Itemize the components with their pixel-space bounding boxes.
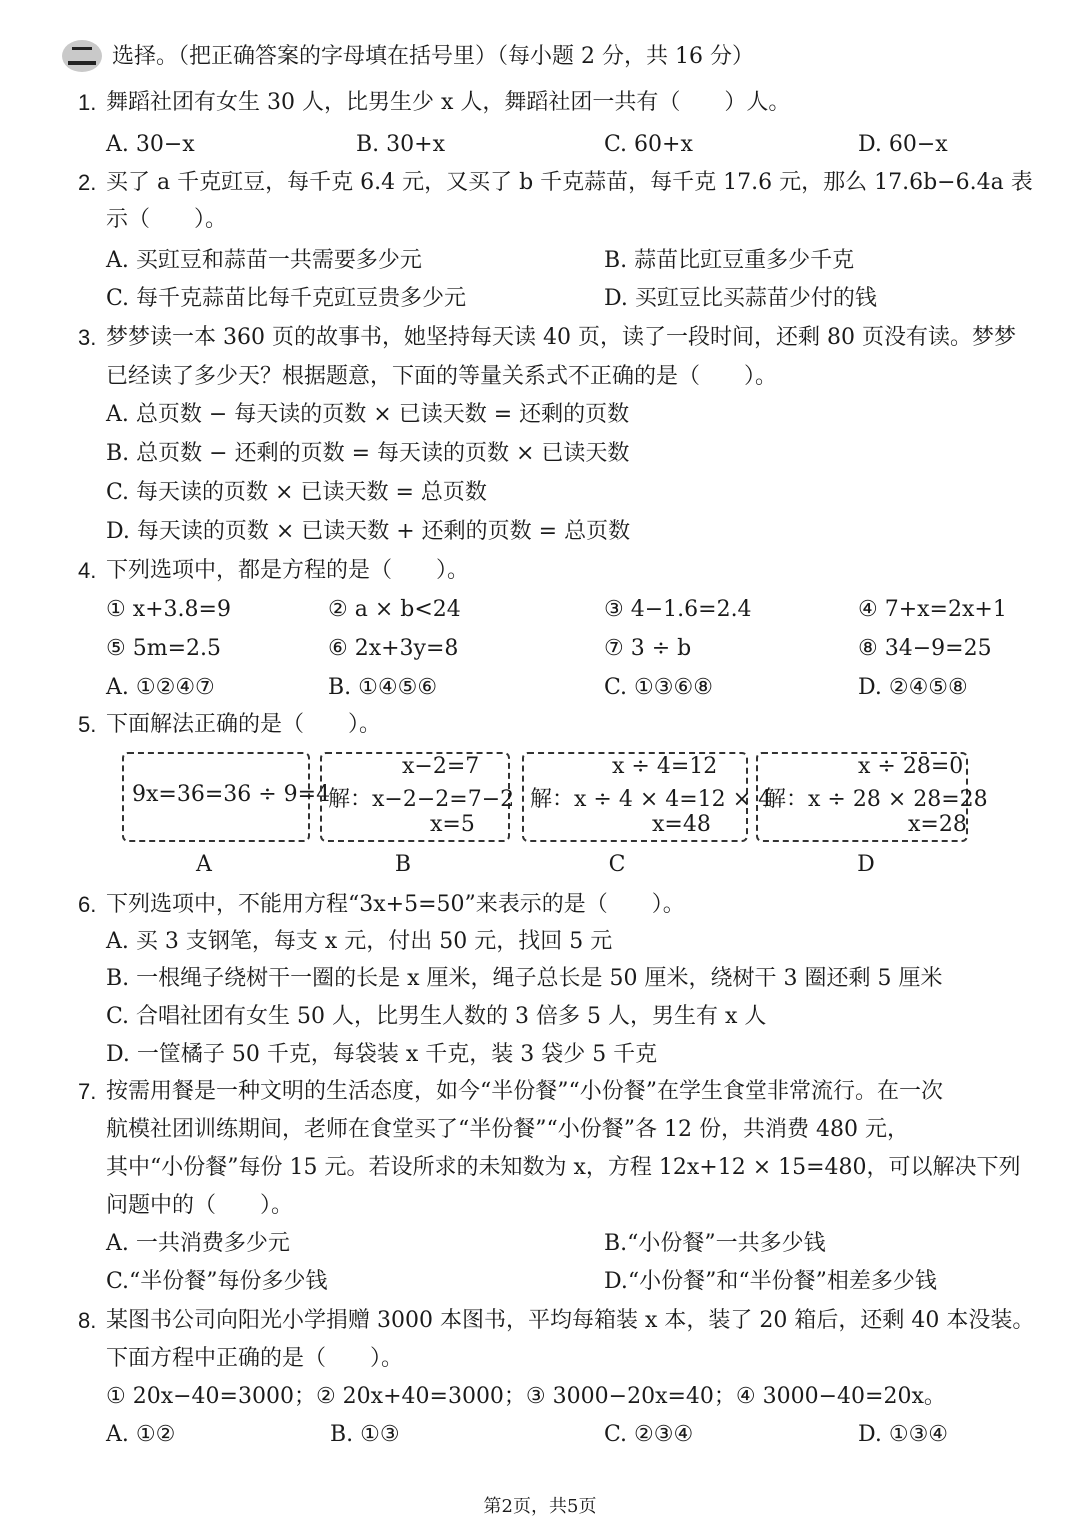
option-a: A. ①②④⑦ [106, 675, 215, 700]
question-text: 买了 a 千克豇豆，每千克 6.4 元，又买了 b 千克蒜苗，每千克 17.6 元，那么 17.6b−6.4a 表 [106, 170, 1033, 195]
question-text: 梦梦读一本 360 页的故事书，她坚持每天读 40 页，读了一段时间，还剩 80 页没有读。梦梦 [106, 325, 1016, 350]
solution-line: 解：x ÷ 28 × 28=28 [764, 787, 988, 812]
page-footer: 第2页，共5页 [483, 1496, 597, 1517]
option-b: B. ①③ [330, 1422, 400, 1447]
question-text: 下列选项中，不能用方程“3x+5=50”来表示的是（ ）。 [106, 892, 685, 917]
box-label: B [394, 852, 412, 877]
question-number: 1. [78, 90, 97, 115]
question-number: 2. [78, 170, 97, 195]
equation-item: ⑧ 34−9=25 [858, 636, 992, 661]
question-text: 问题中的（ ）。 [106, 1193, 294, 1218]
question-number: 8. [78, 1308, 97, 1333]
solution-line: 9x=36=36 ÷ 9=4 [132, 782, 331, 807]
equation-item: ⑥ 2x+3y=8 [328, 636, 459, 661]
equation-list: ① 20x−40=3000；② 20x+40=3000；③ 3000−20x=40；④ 3000−40=20x。 [106, 1384, 946, 1409]
option-c: C. 每天读的页数 × 已读天数 = 总页数 [106, 480, 487, 505]
equation-item: ⑤ 5m=2.5 [106, 636, 221, 661]
equation-item: ③ 4−1.6=2.4 [604, 597, 752, 622]
question-text: 下列选项中，都是方程的是（ ）。 [106, 558, 470, 583]
question-text: 已经读了多少天？根据题意，下面的等量关系式不正确的是（ ）。 [106, 364, 778, 389]
question-text: 下面方程中正确的是（ ）。 [106, 1346, 404, 1371]
solution-line: 解：x ÷ 4 × 4=12 × 4 [530, 787, 773, 812]
option-b: B.“小份餐”一共多少钱 [604, 1231, 826, 1256]
question-number: 3. [78, 325, 97, 350]
question-text: 舞蹈社团有女生 30 人，比男生少 x 人，舞蹈社团一共有（ ）人。 [106, 90, 791, 115]
solution-line: x ÷ 28=0 [858, 754, 964, 779]
solution-line: x ÷ 4=12 [612, 754, 718, 779]
section-badge-icon [60, 36, 104, 76]
option-c: C. 合唱社团有女生 50 人，比男生人数的 3 倍多 5 人，男生有 x 人 [106, 1004, 767, 1029]
option-b: B. 30+x [356, 132, 445, 157]
question-text: 其中“小份餐”每份 15 元。若设所求的未知数为 x，方程 12x+12 × 15=480，可以解决下列 [106, 1155, 1021, 1180]
solution-line: 解：x−2−2=7−2 [328, 787, 515, 812]
option-a: A. 30−x [106, 132, 195, 157]
option-a: A. 买豇豆和蒜苗一共需要多少元 [106, 248, 422, 273]
option-d: D.“小份餐”和“半份餐”相差多少钱 [604, 1269, 937, 1294]
box-label: A [196, 852, 212, 877]
solution-line: x−2=7 [402, 754, 480, 779]
option-c: C.“半份餐”每份多少钱 [106, 1269, 328, 1294]
section-title: 选择。（把正确答案的字母填在括号里）（每小题 2 分，共 16 分） [112, 44, 754, 69]
option-b: B. 一根绳子绕树干一圈的长是 x 厘米，绳子总长是 50 厘米，绕树干 3 圈还剩 5 厘米 [106, 966, 943, 991]
option-d: D. 买豇豆比买蒜苗少付的钱 [604, 286, 877, 311]
option-a: A. ①② [106, 1422, 176, 1447]
option-d: D. 一筐橘子 50 千克，每袋装 x 千克，装 3 袋少 5 千克 [106, 1042, 658, 1067]
option-a: A. 买 3 支钢笔，每支 x 元，付出 50 元，找回 5 元 [106, 929, 613, 954]
solution-line: x=5 [430, 812, 475, 837]
option-c: C. 每千克蒜苗比每千克豇豆贵多少元 [106, 286, 467, 311]
box-label: D [857, 852, 875, 877]
question-number: 7. [78, 1079, 97, 1104]
equation-item: ⑦ 3 ÷ b [604, 636, 692, 661]
question-text: 某图书公司向阳光小学捐赠 3000 本图书，平均每箱装 x 本，装了 20 箱后，还剩 40 本没装。 [106, 1308, 1035, 1333]
question-number: 5. [78, 712, 97, 737]
option-b: B. 总页数 − 还剩的页数 = 每天读的页数 × 已读天数 [106, 441, 630, 466]
question-number: 4. [78, 558, 97, 583]
option-d: D. 每天读的页数 × 已读天数 + 还剩的页数 = 总页数 [106, 519, 631, 544]
option-d: D. ①③④ [858, 1422, 949, 1447]
question-text: 下面解法正确的是（ ）。 [106, 712, 382, 737]
question-number: 6. [78, 892, 97, 917]
question-text: 按需用餐是一种文明的生活态度，如今“半份餐”“小份餐”在学生食堂非常流行。在一次 [106, 1079, 943, 1104]
solution-line: x=48 [652, 812, 711, 837]
equation-item: ② a × b<24 [328, 597, 461, 622]
option-a: A. 总页数 − 每天读的页数 × 已读天数 = 还剩的页数 [106, 402, 630, 427]
option-b: B. 蒜苗比豇豆重多少千克 [604, 248, 855, 273]
option-d: D. 60−x [858, 132, 948, 157]
box-label: C [608, 852, 626, 877]
solution-line: x=28 [908, 812, 967, 837]
equation-item: ④ 7+x=2x+1 [858, 597, 1007, 622]
option-c: C. ①③⑥⑧ [604, 675, 713, 700]
option-a: A. 一共消费多少元 [106, 1231, 290, 1256]
option-c: C. 60+x [604, 132, 693, 157]
option-d: D. ②④⑤⑧ [858, 675, 968, 700]
option-c: C. ②③④ [604, 1422, 694, 1447]
option-b: B. ①④⑤⑥ [328, 675, 438, 700]
question-text: 航模社团训练期间，老师在食堂买了“半份餐”“小份餐”各 12 份，共消费 480 元， [106, 1117, 909, 1142]
equation-item: ① x+3.8=9 [106, 597, 231, 622]
question-text: 示（ ）。 [106, 207, 228, 232]
